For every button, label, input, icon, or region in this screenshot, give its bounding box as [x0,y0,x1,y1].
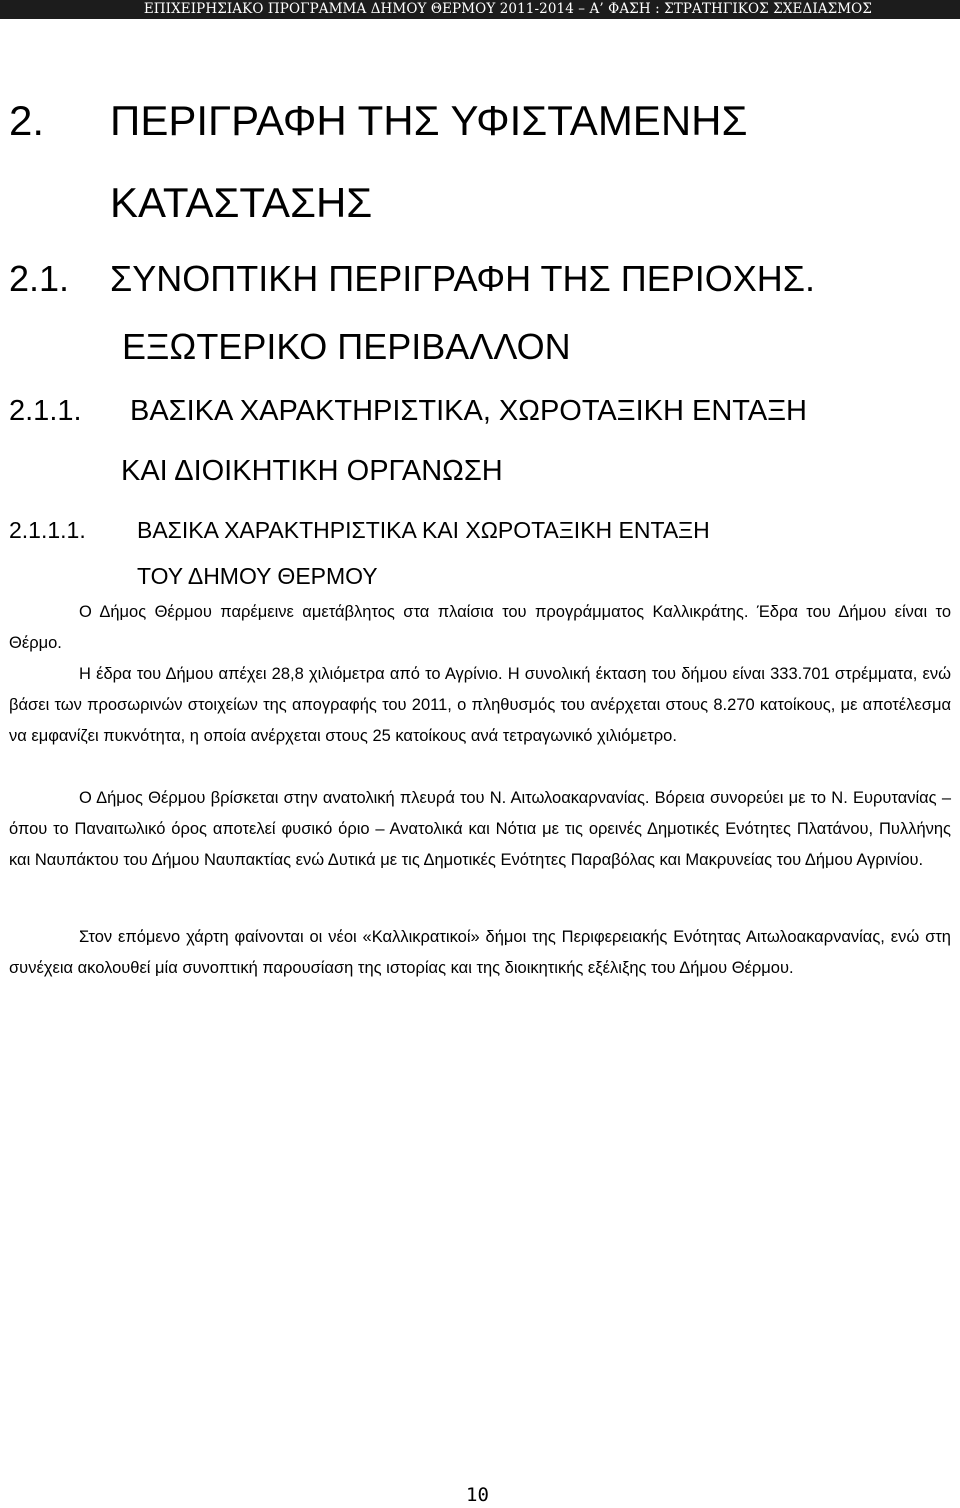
paragraph-4-text: Στον επόμενο χάρτη φαίνονται οι νέοι «Καλλικρατικοί» δήμοι της Περιφερειακής Ενότητας Αιτωλοακαρνανίας, ενώ στη συνέχεια ακολουθεί μία συνοπτική παρουσίαση της ιστορίας και της διοικητικής εξέλιξης του Δήμου Θέρμου. [9,928,951,977]
paragraph-3 [9,783,951,876]
page-number: 10 [466,1484,489,1506]
paragraph-1-text: Ο Δήμος Θέρμου παρέμεινε αμετάβλητος στα πλαίσια του προγράμματος Καλλικράτης. Έδρα του Δήμου είναι το Θέρμο. [9,603,951,652]
heading-2-line1: ΣΥΝΟΠΤΙΚΗ ΠΕΡΙΓΡΑΦΗ ΤΗΣ ΠΕΡΙΟΧΗΣ. [110,258,816,299]
heading-4-line2: ΤΟΥ ΔΗΜΟΥ ΘΕΡΜΟΥ [137,563,378,589]
running-header [0,0,960,19]
heading-4-line1: ΒΑΣΙΚΑ ΧΑΡΑΚΤΗΡΙΣΤΙΚΑ ΚΑΙ ΧΩΡΟΤΑΞΙΚΗ ΕΝΤΑΞΗ [137,517,710,543]
heading-3-line1: ΒΑΣΙΚΑ ΧΑΡΑΚΤΗΡΙΣΤΙΚΑ, ΧΩΡΟΤΑΞΙΚΗ ΕΝΤΑΞΗ [130,395,807,427]
paragraph-3-text: Ο Δήμος Θέρμου βρίσκεται στην ανατολική πλευρά του Ν. Αιτωλοακαρνανίας. Βόρεια συνορεύει με το Ν. Ευρυτανίας – όπου το Παναιτωλικό όρος αποτελεί φυσικό όριο – Ανατολικά και Νότια με τις ορεινές Δημοτικές Ενότητες Πλατάνου, Πυλλήνης και Ναυπάκτου του Δήμου Ναυπακτίας ενώ Δυτικά με τις Δημοτικές Ενότητες Παραβόλας και Μακρυνείας του Δήμου Αγρινίου. [9,789,951,869]
heading-1-line1: ΠΕΡΙΓΡΑΦΗ ΤΗΣ ΥΦΙΣΤΑΜΕΝΗΣ [110,97,748,144]
heading-3-line2: ΚΑΙ ΔΙΟΙΚΗΤΙΚΗ ΟΡΓΑΝΩΣΗ [121,455,503,487]
heading-1-number: 2. [9,97,45,144]
heading-3-number: 2.1.1. [9,395,82,427]
paragraph-1 [9,597,951,659]
heading-2-line2: ΕΞΩΤΕΡΙΚΟ ΠΕΡΙΒΑΛΛΟΝ [122,326,571,367]
running-header-title: ΕΠΙΧΕΙΡΗΣΙΑΚΟ ΠΡΟΓΡΑΜΜΑ ΔΗΜΟΥ ΘΕΡΜΟΥ 2011-2014 – Α’ ΦΑΣΗ : ΣΤΡΑΤΗΓΙΚΟΣ ΣΧΕΔΙΑΣΜΟΣ [143,1,872,17]
paragraph-2-text: Η έδρα του Δήμου απέχει 28,8 χιλιόμετρα από το Αγρίνιο. Η συνολική έκταση του δήμου είναι 333.701 στρέμματα, ενώ βάσει των προσωρινών στοιχείων της απογραφής του 2011, ο πληθυσμός του ανέρχεται στους 8.270 κατοίκους, με αποτέλεσμα να εμφανίζει πυκνότητα, η οποία ανέρχεται στους 25 κατοίκους ανά τετραγωνικό χιλιόμετρο. [9,665,951,745]
heading-2-number: 2.1. [9,258,70,299]
heading-1-line2: ΚΑΤΑΣΤΑΣΗΣ [110,179,373,226]
paragraph-4 [9,922,951,984]
paragraph-2 [9,659,951,752]
heading-4-number: 2.1.1.1. [9,517,86,543]
